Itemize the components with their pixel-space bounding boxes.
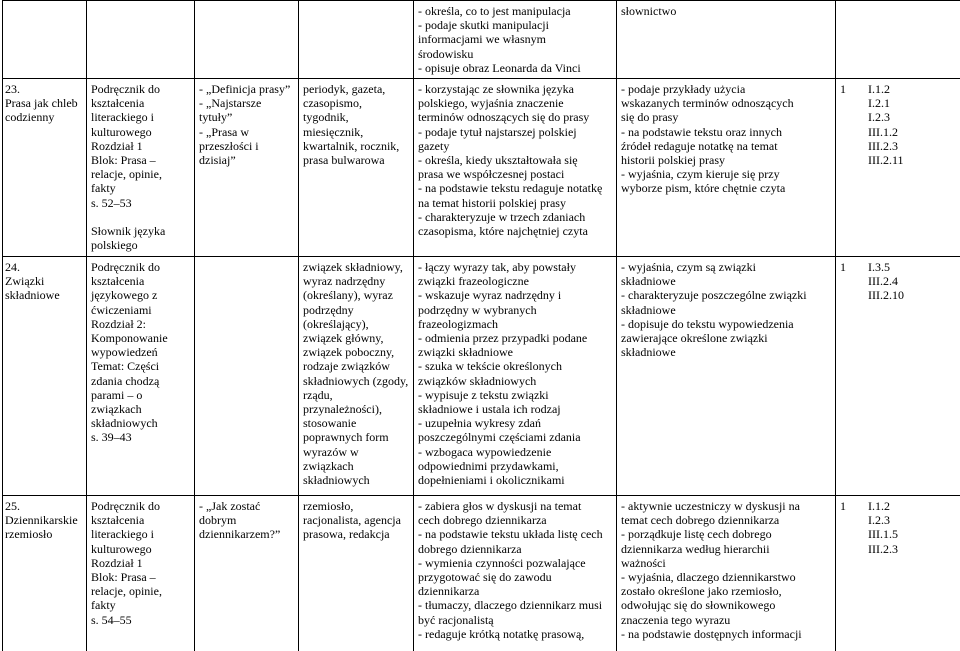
text-line: środowisku	[418, 47, 612, 61]
text-line: przygotować się do zawodu	[418, 570, 612, 584]
lesson-number-topic-cell	[3, 496, 87, 651]
text-line: - dopisuje do tekstu wypowiedzenia	[621, 317, 831, 331]
text-line: - „Definicja prasy”	[199, 82, 294, 96]
text-line: - wskazuje wyraz nadrzędny i	[418, 288, 612, 302]
text-line: - wyjaśnia, czym kieruje się przy	[621, 167, 831, 181]
curriculum-code: I.2.3	[868, 110, 904, 124]
text-line: Rozdział 1	[91, 556, 190, 570]
text-line: kształcenia	[91, 96, 190, 110]
table-row	[3, 79, 960, 257]
text-line: - wyjaśnia, dlaczego dziennikarstwo	[621, 570, 831, 584]
text-line: zdania chodzą	[91, 374, 190, 388]
text-line: - szuka w tekście określonych	[418, 359, 612, 373]
terms-cell	[299, 496, 414, 651]
text-line: Słownik języka	[91, 224, 190, 238]
text-line: polskiego, wyjaśnia znaczenie	[418, 96, 612, 110]
text-line: stosowanie	[303, 416, 409, 430]
text-line: poprawnych form	[303, 430, 409, 444]
text-line: - „Prasa w	[199, 125, 294, 139]
text-line: - aktywnie uczestniczy w dyskusji na	[621, 499, 831, 513]
text-line: - wymienia czynności pozwalające	[418, 556, 612, 570]
text-line: zostało określone jako rzemiosło,	[621, 584, 831, 598]
text-line: - wyjaśnia, czym są związki	[621, 260, 831, 274]
text-line: Rozdział 2:	[91, 317, 190, 331]
text-line: Rozdział 1	[91, 139, 190, 153]
lesson-topic: Dziennikarskie rzemiosło	[5, 513, 82, 541]
text-line: związek poboczny,	[303, 345, 409, 359]
text-line: - redaguje krótką notatkę prasową,	[418, 627, 612, 641]
text-line: kształcenia	[91, 274, 190, 288]
text-line: - charakteryzuje poszczególne związki	[621, 288, 831, 302]
text-line: - podaje przykłady użycia	[621, 82, 831, 96]
lesson-topic: Prasa jak chleb codzienny	[5, 96, 82, 124]
text-line: dzisiaj”	[199, 153, 294, 167]
text-line: ważności	[621, 556, 831, 570]
text-line: czasopismo,	[303, 96, 409, 110]
text-line: (określający),	[303, 317, 409, 331]
lesson-number-topic-cell	[3, 79, 87, 257]
curriculum-code: III.2.3	[868, 139, 904, 153]
text-line: cech dobrego dziennikarza	[418, 513, 612, 527]
text-line: informacjami we własnym	[418, 32, 612, 46]
text-line: Temat: Części	[91, 359, 190, 373]
outcomes-cell	[617, 79, 836, 257]
materials-cell	[87, 79, 195, 257]
curriculum-code: III.2.4	[868, 274, 904, 288]
text-line: miesięcznik,	[303, 125, 409, 139]
lesson-number: 24.	[5, 260, 82, 274]
text-line: odpowiednimi przydawkami,	[418, 459, 612, 473]
text-line: związków składniowych	[418, 374, 612, 388]
text-line: dobrego dziennikarza	[418, 542, 612, 556]
curriculum-codes	[868, 82, 904, 167]
text-line: źródeł redaguje notatkę na temat	[621, 139, 831, 153]
curriculum-code: III.1.5	[868, 527, 898, 541]
curriculum-code: I.1.2	[868, 82, 904, 96]
text-line: kulturowego	[91, 125, 190, 139]
curriculum-code: I.2.3	[868, 513, 898, 527]
table-row	[3, 257, 960, 496]
text-line: - wypisuje z tekstu związki	[418, 388, 612, 402]
materials-cell	[87, 1, 195, 79]
text-line: zawierające określone związki	[621, 331, 831, 345]
curriculum-code: I.1.2	[868, 499, 898, 513]
text-line: s. 39–43	[91, 430, 190, 444]
curriculum-code: III.2.11	[868, 153, 904, 167]
text-line: dziennikarza	[418, 584, 612, 598]
text-line: Podręcznik do	[91, 82, 190, 96]
text-line: składniowe	[621, 345, 831, 359]
text-line: terminów odnoszących się do prasy	[418, 110, 612, 124]
text-line: dziennikarza według hierarchii	[621, 542, 831, 556]
text-line: - uzupełnia wykresy zdań	[418, 416, 612, 430]
text-line: - na podstawie tekstu układa listę cech	[418, 527, 612, 541]
terms-cell	[299, 1, 414, 79]
text-line: - podaje tytuł najstarszej polskiej	[418, 125, 612, 139]
text-line: literackiego i	[91, 110, 190, 124]
curriculum-codes	[868, 260, 904, 303]
outcomes-cell	[617, 496, 836, 651]
text-line: - opisuje obraz Leonarda da Vinci	[418, 61, 612, 75]
text-line: fakty	[91, 181, 190, 195]
text-line: - odmienia przez przypadki podane	[418, 331, 612, 345]
text-line: składniowe	[621, 274, 831, 288]
text-line: się do prasy	[621, 110, 831, 124]
text-line: ćwiczeniami	[91, 303, 190, 317]
text-line: - łączy wyrazy tak, aby powstały	[418, 260, 612, 274]
text-line: wskazanych terminów odnoszących	[621, 96, 831, 110]
outcomes-cell	[617, 257, 836, 496]
terms-cell	[299, 79, 414, 257]
text-line: - zabiera głos w dyskusji na temat	[418, 499, 612, 513]
text-line: podrzędny	[303, 303, 409, 317]
lesson-number-topic-cell	[3, 257, 87, 496]
text-line: składniowych (zgody,	[303, 374, 409, 388]
text-line: literackiego i	[91, 527, 190, 541]
table-row	[3, 1, 960, 79]
text-line: - na podstawie dostępnych informacji	[621, 627, 831, 641]
text-line: dobrym	[199, 513, 294, 527]
lesson-number: 23.	[5, 82, 82, 96]
texts-cell	[195, 496, 299, 651]
text-line: (określany), wyraz	[303, 288, 409, 302]
text-line: - tłumaczy, dlaczego dziennikarz musi	[418, 598, 612, 612]
text-line: Komponowanie	[91, 331, 190, 345]
requirement-level: 1	[840, 499, 868, 556]
requirements-cell	[836, 257, 960, 496]
text-line: na temat historii polskiej prasy	[418, 196, 612, 210]
text-line: - „Najstarsze	[199, 96, 294, 110]
requirements-cell	[836, 496, 960, 651]
text-line: przynależności),	[303, 402, 409, 416]
activities-cell	[414, 79, 617, 257]
text-line: Podręcznik do	[91, 499, 190, 513]
text-line: fakty	[91, 598, 190, 612]
text-line: parami – o	[91, 388, 190, 402]
text-line: - wzbogaca wypowiedzenie	[418, 445, 612, 459]
text-line: dopełnieniami i okolicznikami	[418, 473, 612, 487]
requirement-level: 1	[840, 260, 868, 303]
text-line: - „Jak zostać	[199, 499, 294, 513]
text-line: - podaje skutki manipulacji	[418, 18, 612, 32]
materials-cell	[87, 257, 195, 496]
text-line: dziennikarzem?”	[199, 527, 294, 541]
activities-cell	[414, 496, 617, 651]
text-line: s. 52–53	[91, 196, 190, 210]
text-line: związki frazeologiczne	[418, 274, 612, 288]
curriculum-code: I.3.5	[868, 260, 904, 274]
text-line: s. 54–55	[91, 613, 190, 627]
text-line: - na podstawie tekstu redaguje notatkę	[418, 181, 612, 195]
requirements-cell	[836, 1, 960, 79]
text-line: Podręcznik do	[91, 260, 190, 274]
curriculum-code: III.2.3	[868, 542, 898, 556]
text-line: prasa bulwarowa	[303, 153, 409, 167]
text-line: wyrazów w	[303, 445, 409, 459]
text-line: kwartalnik, rocznik,	[303, 139, 409, 153]
text-line: prasa we współczesnej postaci	[418, 167, 612, 181]
lesson-plan-table	[2, 0, 960, 651]
text-line: wyraz nadrzędny	[303, 274, 409, 288]
text-line: odwołując się do słownikowego	[621, 598, 831, 612]
text-line: gazety	[418, 139, 612, 153]
text-line: - korzystając ze słownika języka	[418, 82, 612, 96]
activities-cell	[414, 257, 617, 496]
texts-cell	[195, 1, 299, 79]
activities-cell	[414, 1, 617, 79]
text-line: Blok: Prasa –	[91, 153, 190, 167]
text-line: wyborze pism, które chętnie czyta	[621, 181, 831, 195]
text-line: związki składniowe	[418, 345, 612, 359]
terms-cell	[299, 257, 414, 496]
text-line: tytuły”	[199, 110, 294, 124]
text-line: związek główny,	[303, 331, 409, 345]
lesson-number-topic-cell	[3, 1, 87, 79]
text-line: poszczególnymi częściami zdania	[418, 430, 612, 444]
texts-cell	[195, 79, 299, 257]
outcomes-cell	[617, 1, 836, 79]
curriculum-code: I.2.1	[868, 96, 904, 110]
curriculum-code: III.1.2	[868, 125, 904, 139]
text-line: frazeologizmach	[418, 317, 612, 331]
text-line: być racjonalistą	[418, 613, 612, 627]
text-line: - określa, co to jest manipulacja	[418, 4, 612, 18]
text-line: wypowiedzeń	[91, 345, 190, 359]
text-line: związek składniowy,	[303, 260, 409, 274]
text-line: związkach	[303, 459, 409, 473]
curriculum-codes	[868, 499, 898, 556]
text-line: rządu,	[303, 388, 409, 402]
text-line: - charakteryzuje w trzech zdaniach	[418, 210, 612, 224]
text-line: tygodnik,	[303, 110, 409, 124]
lesson-number: 25.	[5, 499, 82, 513]
text-line: rodzaje związków	[303, 359, 409, 373]
text-line: Blok: Prasa –	[91, 570, 190, 584]
lesson-topic: Związki składniowe	[5, 274, 82, 302]
text-line: związkach	[91, 402, 190, 416]
text-line: relacje, opinie,	[91, 167, 190, 181]
text-line: rzemiosło,	[303, 499, 409, 513]
text-line: - określa, kiedy ukształtowała się	[418, 153, 612, 167]
text-line: - na podstawie tekstu oraz innych	[621, 125, 831, 139]
text-line: składniowe i ustala ich rodzaj	[418, 402, 612, 416]
materials-cell	[87, 496, 195, 651]
requirement-level: 1	[840, 82, 868, 167]
text-line: historii polskiej prasy	[621, 153, 831, 167]
table-row	[3, 496, 960, 651]
text-line: składniowe	[621, 303, 831, 317]
text-line: kształcenia	[91, 513, 190, 527]
text-line: temat cech dobrego dziennikarza	[621, 513, 831, 527]
text-line: podrzędny w wybranych	[418, 303, 612, 317]
text-line: kulturowego	[91, 542, 190, 556]
text-line: językowego z	[91, 288, 190, 302]
text-line: polskiego	[91, 238, 190, 252]
text-line: znaczenia tego wyrazu	[621, 613, 831, 627]
texts-cell	[195, 257, 299, 496]
text-line: składniowych	[91, 416, 190, 430]
text-line: prasowa, redakcja	[303, 527, 409, 541]
text-line: przeszłości i	[199, 139, 294, 153]
text-line: czasopisma, które najchętniej czyta	[418, 224, 612, 238]
requirements-cell	[836, 79, 960, 257]
text-line: składniowych	[303, 473, 409, 487]
text-line: relacje, opinie,	[91, 584, 190, 598]
text-line: - porządkuje listę cech dobrego	[621, 527, 831, 541]
curriculum-code: III.2.10	[868, 288, 904, 302]
text-line: racjonalista, agencja	[303, 513, 409, 527]
text-line: słownictwo	[621, 4, 831, 18]
text-line: periodyk, gazeta,	[303, 82, 409, 96]
